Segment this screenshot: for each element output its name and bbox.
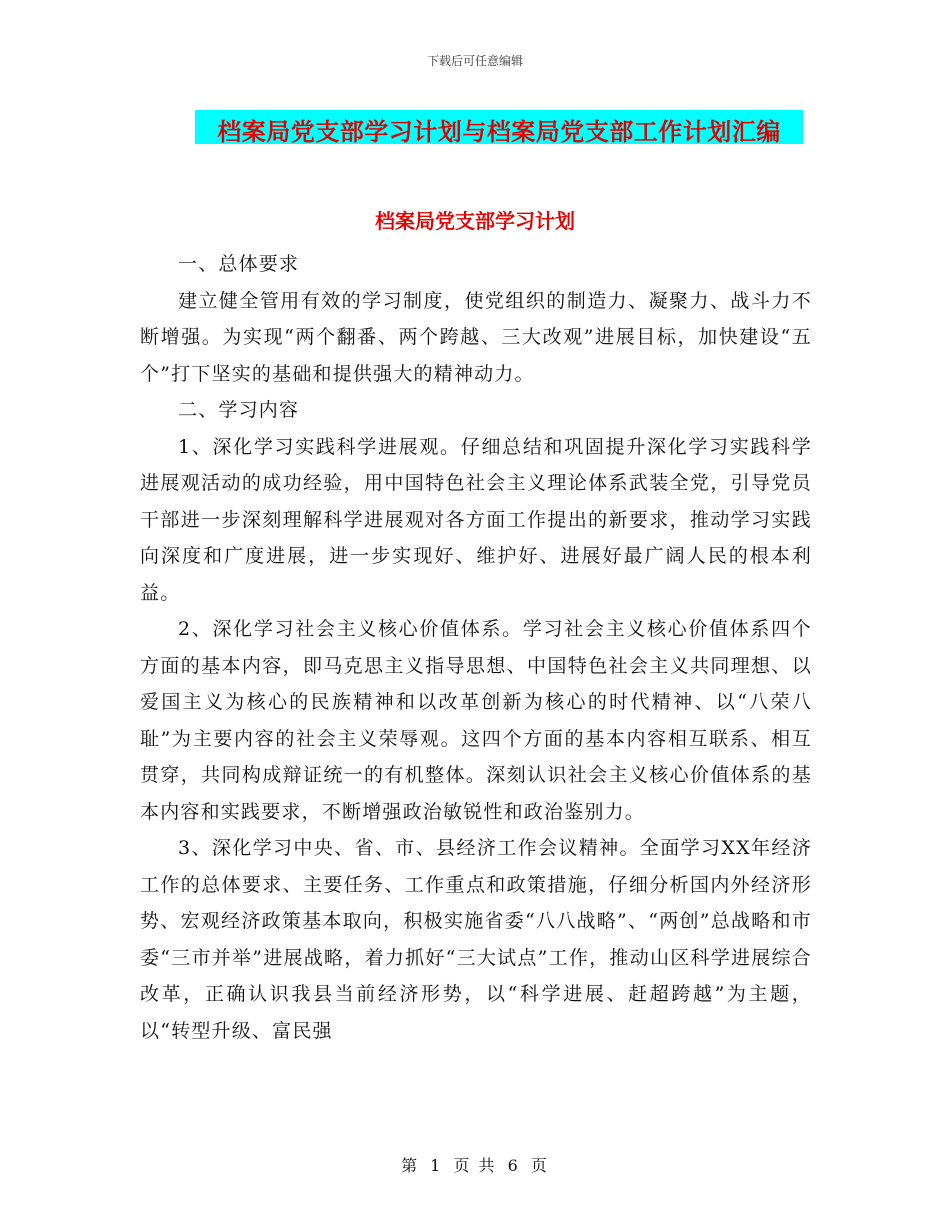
page-total: 6 [507, 1156, 520, 1175]
paragraph: 2、深化学习社会主义核心价值体系。学习社会主义核心价值体系四个方面的基本内容，即马克思主义指导思想、中国特色社会主义共同理想、以爱国主义为核心的民族精神和以改革创新为核心的时代精神、以“八荣八耻”为主要内容的社会主义荣辱观。这四个方面的基本内容相互联系、相互贯穿，共同构成辩证统一的有机整体。深刻认识社会主义核心价值体系的基本内容和实践要求，不断增强政治敏锐性和政治鉴别力。 [140, 618, 812, 823]
paragraph: 3、深化学习中央、省、市、县经济工作会议精神。全面学习XX年经济工作的总体要求、主要任务、工作重点和政策措施，仔细分析国内外经济形势、宏观经济政策基本取向，积极实施省委“八八战略”、“两创”总战略和市委“三市并举”进展战略，着力抓好“三大试点”工作，推动山区科学进展综合改革，正确认识我县当前经济形势，以“科学进展、赶超跨越”为主题，以“转型升级、富民强 [140, 837, 812, 1042]
document-title: 档案局党支部学习计划与档案局党支部工作计划汇编 [217, 117, 781, 146]
header-note: 下载后可任意编辑 [426, 54, 523, 68]
page-footer [0, 1153, 950, 1176]
section-title: 档案局党支部学习计划 [375, 209, 575, 233]
paragraph-heading-2: 二、学习内容 [178, 399, 300, 421]
footer-suffix: 页 [530, 1156, 549, 1175]
paragraph-heading-1: 一、总体要求 [178, 253, 300, 275]
paragraph: 建立健全管用有效的学习制度，使党组织的制造力、凝聚力、战斗力不断增强。为实现“两个翻番、两个跨越、三大改观”进展目标，加快建设“五个”打下坚实的基础和提供强大的精神动力。 [140, 289, 812, 385]
document-body [140, 246, 812, 1049]
footer-mid: 页 共 [453, 1156, 497, 1175]
paragraph: 1、深化学习实践科学进展观。仔细总结和巩固提升深化学习实践科学进展观活动的成功经验，用中国特色社会主义理论体系武装全党，引导党员干部进一步深刻理解科学进展观对各方面工作提出的新要求，推动学习实践向深度和广度进展，进一步实现好、维护好、进展好最广阔人民的根本利益。 [140, 435, 812, 604]
page-number: 1 [430, 1156, 443, 1175]
footer-prefix: 第 [401, 1156, 420, 1175]
